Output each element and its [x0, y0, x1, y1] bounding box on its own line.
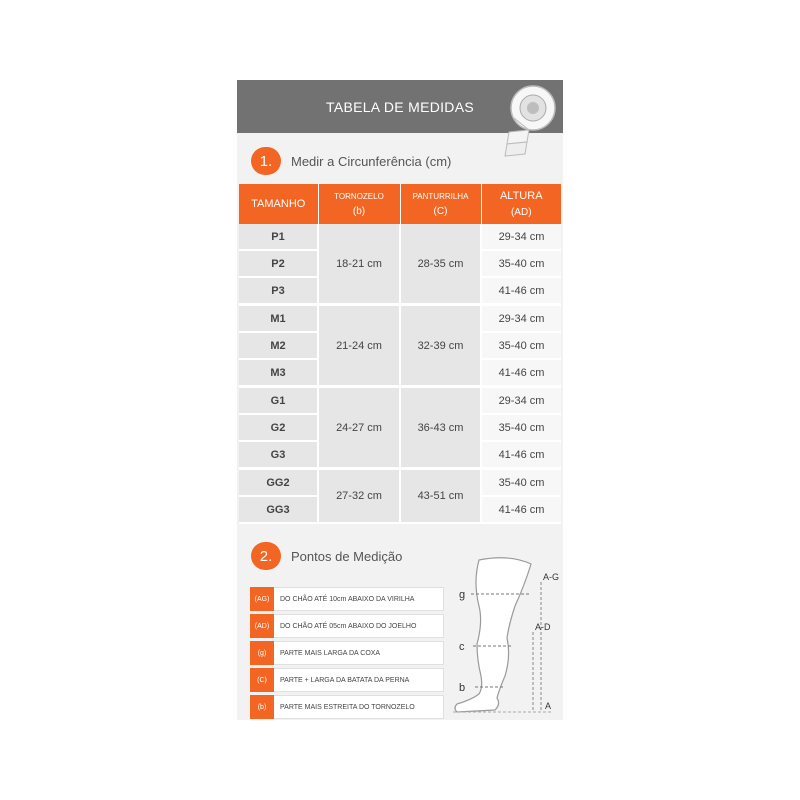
label-b: b [459, 682, 466, 694]
legend-text: PARTE MAIS ESTREITA DO TORNOZELO [274, 695, 444, 719]
label-a: A [545, 701, 552, 711]
table-row [239, 305, 561, 333]
ankle-cell: 18-21 cm [318, 224, 400, 305]
ankle-cell: 24-27 cm [318, 387, 400, 469]
step-1-title: Medir a Circunferência (cm) [291, 153, 452, 169]
size-cell: M1 [239, 305, 318, 333]
step-1-badge: 1. [251, 147, 281, 175]
legend-text: PARTE + LARGA DA BATATA DA PERNA [274, 668, 444, 692]
legend-item [250, 614, 444, 638]
height-cell: 35-40 cm [481, 250, 561, 277]
height-cell: 41-46 cm [481, 359, 561, 387]
table-row [239, 469, 561, 497]
leg-outline [455, 558, 531, 712]
legend-text: DO CHÃO ATÉ 05cm ABAIXO DO JOELHO [274, 614, 444, 638]
legend-code: (b) [250, 695, 274, 719]
step-2-badge: 2. [251, 542, 281, 570]
legend-text: PARTE MAIS LARGA DA COXA [274, 641, 444, 665]
column-header-height: ALTURA (AD) [481, 184, 561, 224]
height-cell: 35-40 cm [481, 414, 561, 441]
height-cell: 41-46 cm [481, 496, 561, 523]
height-cell: 29-34 cm [481, 224, 561, 250]
size-cell: M3 [239, 359, 318, 387]
legend-code: (AD) [250, 614, 274, 638]
table-row [239, 224, 561, 250]
table-row [239, 387, 561, 415]
size-cell: GG2 [239, 469, 318, 497]
step-2-title: Pontos de Medição [291, 548, 403, 564]
legend-item [250, 695, 444, 719]
column-header-size: TAMANHO [239, 184, 318, 224]
size-cell: P3 [239, 277, 318, 305]
ankle-cell: 27-32 cm [318, 469, 400, 524]
size-cell: GG3 [239, 496, 318, 523]
leg-diagram [449, 552, 561, 720]
calf-cell: 36-43 cm [400, 387, 481, 469]
ankle-cell: 21-24 cm [318, 305, 400, 387]
measurement-legend [250, 587, 444, 720]
legend-code: (C) [250, 668, 274, 692]
label-c: c [459, 641, 465, 653]
step-2-heading [251, 542, 402, 570]
calf-cell: 28-35 cm [400, 224, 481, 305]
legend-item [250, 668, 444, 692]
calf-cell: 43-51 cm [400, 469, 481, 524]
label-ad: A-D [535, 622, 551, 632]
size-cell: G3 [239, 441, 318, 469]
table-header-row [239, 184, 561, 224]
step-1-heading [251, 147, 451, 175]
size-cell: P2 [239, 250, 318, 277]
size-cell: G2 [239, 414, 318, 441]
legend-text: DO CHÃO ATÉ 10cm ABAIXO DA VIRILHA [274, 587, 444, 611]
label-ag: A-G [543, 572, 560, 582]
page-title: TABELA DE MEDIDAS [326, 99, 474, 115]
calf-cell: 32-39 cm [400, 305, 481, 387]
size-chart-card [237, 80, 563, 720]
size-cell: M2 [239, 332, 318, 359]
height-cell: 29-34 cm [481, 305, 561, 333]
legend-item [250, 587, 444, 611]
height-cell: 35-40 cm [481, 332, 561, 359]
size-table [239, 184, 561, 524]
legend-code: (AG) [250, 587, 274, 611]
size-cell: G1 [239, 387, 318, 415]
column-header-calf: PANTURRILHA (C) [400, 184, 481, 224]
height-cell: 41-46 cm [481, 277, 561, 305]
legend-code: (g) [250, 641, 274, 665]
height-cell: 35-40 cm [481, 469, 561, 497]
height-cell: 41-46 cm [481, 441, 561, 469]
measuring-tape-icon [499, 82, 559, 160]
size-cell: P1 [239, 224, 318, 250]
label-g: g [459, 589, 466, 601]
column-header-ankle: TORNOZELO (b) [318, 184, 400, 224]
legend-item [250, 641, 444, 665]
header-bar [237, 80, 563, 133]
height-cell: 29-34 cm [481, 387, 561, 415]
